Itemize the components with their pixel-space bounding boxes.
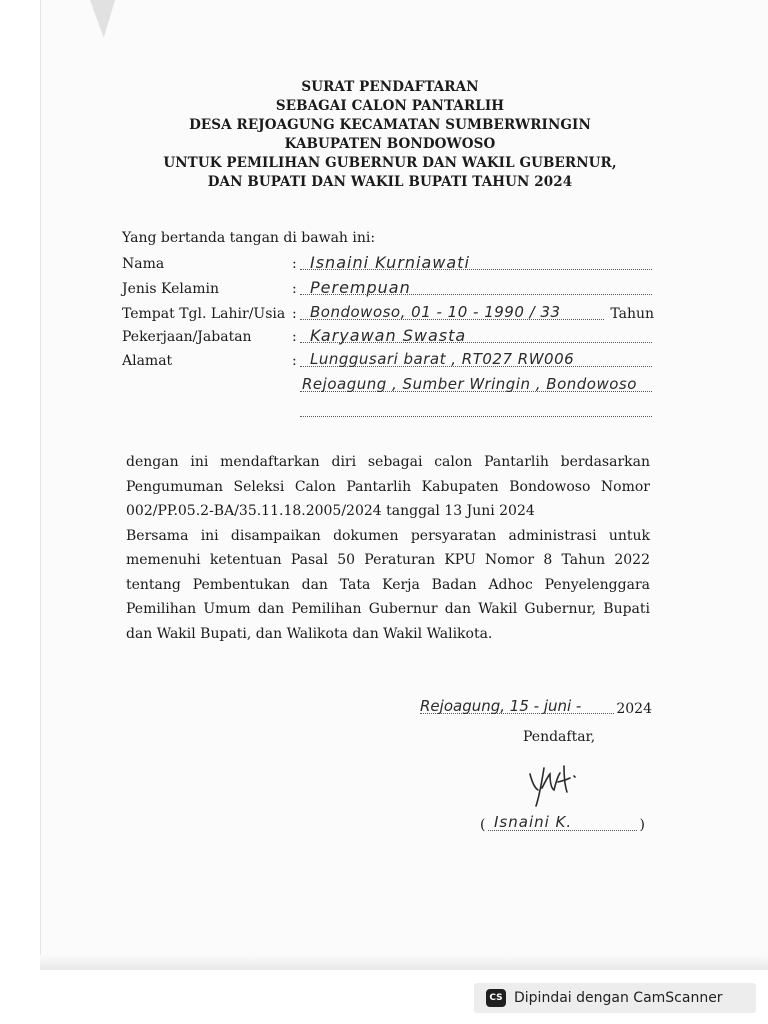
heading-line: UNTUK PEMILIHAN GUBERNUR DAN WAKIL GUBERNUR, xyxy=(163,155,617,171)
role-label: Pendaftar, xyxy=(523,729,596,745)
field-pekerjaan xyxy=(122,327,652,351)
paragraph: dengan ini mendaftarkan diri sebagai calon Pantarlih berdasarkan Pengumuman Seleksi Calon Pantarlih Kabupaten Bondowoso Nomor 002/PP.05.2-BA/35.11.18.2005/2024 tanggal 13 Juni 2024 xyxy=(126,454,650,519)
heading-line: SURAT PENDAFTARAN xyxy=(301,79,479,95)
field-alamat-line2 xyxy=(122,376,652,400)
field-colon: : xyxy=(292,281,297,297)
field-suffix: Tahun xyxy=(607,306,654,322)
field-alamat xyxy=(122,351,652,375)
handwritten-value: Rejoagung , Sumber Wringin , Bondowoso xyxy=(302,375,637,393)
field-label: Alamat xyxy=(122,353,173,369)
camscanner-logo-icon: CS xyxy=(486,989,506,1007)
handwritten-value: Karyawan Swasta xyxy=(310,326,467,345)
field-jenis-kelamin xyxy=(122,279,652,303)
date-year: 2024 xyxy=(616,701,652,717)
dotted-line xyxy=(300,416,652,417)
field-colon: : xyxy=(292,353,297,369)
signer-name-line xyxy=(480,814,645,838)
paren-open: ( xyxy=(480,817,486,833)
field-label: Pekerjaan/Jabatan xyxy=(122,329,252,345)
intro-text: Yang bertanda tangan di bawah ini: xyxy=(122,230,376,246)
field-nama xyxy=(122,254,652,278)
heading-line: SEBAGAI CALON PANTARLIH xyxy=(275,98,505,114)
field-colon: : xyxy=(292,256,297,272)
camscanner-watermark xyxy=(474,983,756,1013)
watermark-text: Dipindai dengan CamScanner xyxy=(514,990,723,1006)
signature-image xyxy=(526,760,596,810)
handwritten-value: Perempuan xyxy=(310,278,411,297)
field-label: Jenis Kelamin xyxy=(122,281,219,297)
handwritten-place-date: Rejoagung, 15 - juni - xyxy=(420,697,582,715)
handwritten-value: Bondowoso, 01 - 10 - 1990 / 33 xyxy=(310,303,561,321)
handwritten-signer-name: Isnaini K. xyxy=(494,813,573,831)
field-colon: : xyxy=(292,329,297,345)
paren-close: ) xyxy=(639,817,645,833)
heading-line: DESA REJOAGUNG KECAMATAN SUMBERWRINGIN xyxy=(189,117,591,133)
field-ttl xyxy=(122,304,652,328)
field-label: Tempat Tgl. Lahir/Usia xyxy=(122,306,286,322)
heading-line: KABUPATEN BONDOWOSO xyxy=(284,136,496,152)
field-alamat-line3 xyxy=(122,401,652,425)
place-date-line xyxy=(420,699,652,721)
field-label: Nama xyxy=(122,256,165,272)
field-colon: : xyxy=(292,306,297,322)
document-heading xyxy=(130,78,650,192)
body-text xyxy=(126,450,650,646)
page-bottom-shadow xyxy=(40,955,768,970)
handwritten-value: Isnaini Kurniawati xyxy=(310,253,470,272)
paragraph: Bersama ini disampaikan dokumen persyaratan administrasi untuk memenuhi ketentuan Pasal 50 Peraturan KPU Nomor 8 Tahun 2022 tentang Pembentukan dan Tata Kerja Badan Adhoc Penyelenggara Pemilihan Umum dan Pemilihan Gubernur dan Wakil Gubernur, Bupati dan Wakil Bupati, dan Walikota dan Wakil Walikota. xyxy=(126,527,650,642)
handwritten-value: Lunggusari barat , RT027 RW006 xyxy=(310,350,575,368)
heading-line: DAN BUPATI DAN WAKIL BUPATI TAHUN 2024 xyxy=(207,174,573,190)
